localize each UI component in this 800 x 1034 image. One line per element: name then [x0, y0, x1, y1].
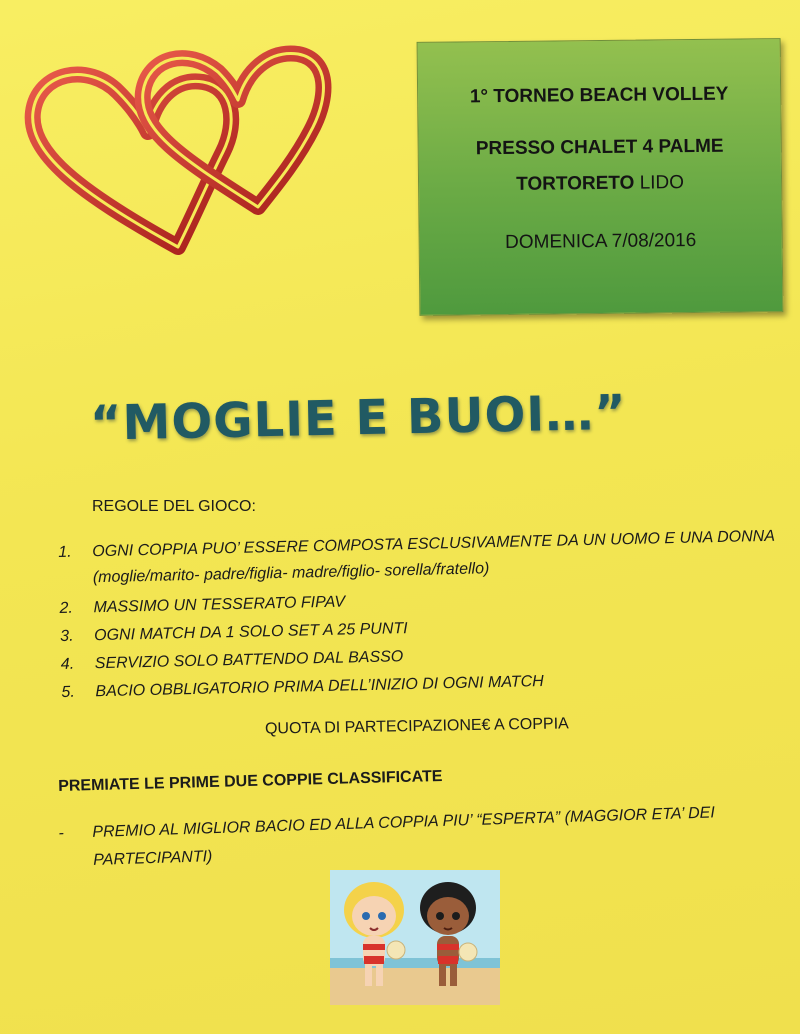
tournament-title: 1° TORNEO BEACH VOLLEY — [469, 83, 729, 108]
prize-heading: PREMIATE LE PRIME DUE COPPIE CLASSIFICATE — [58, 767, 443, 795]
rule-number: 2. — [59, 599, 74, 617]
venue-line: PRESSO CHALET 4 PALME — [475, 135, 724, 160]
location-town: TORTORETO — [516, 172, 635, 195]
rules-list — [58, 524, 782, 706]
participation-fee: QUOTA DI PARTECIPAZIONE€ A COPPIA — [264, 715, 569, 738]
event-date: DOMENICA 7/08/2016 — [504, 229, 697, 253]
rule-number: 1. — [58, 543, 72, 561]
event-info-box — [417, 38, 784, 316]
beach-kids-illustration — [330, 870, 500, 1005]
rule-text: OGNI MATCH DA 1 SOLO SET A 25 PUNTI — [93, 620, 408, 645]
location-suffix: LIDO — [634, 172, 685, 194]
rule-number: 4. — [60, 655, 75, 673]
rule-text: MASSIMO UN TESSERATO FIPAV — [93, 593, 346, 617]
rule-number: 5. — [61, 683, 75, 701]
prize-text: PREMIO AL MIGLIOR BACIO ED ALLA COPPIA PIU’ “ESPERTA” (MAGGIOR ETA’ DEI PARTECIPANTI) — [92, 804, 716, 869]
rule-text: SERVIZIO SOLO BATTENDO DAL BASSO — [94, 648, 404, 673]
rule-number: 3. — [59, 627, 74, 645]
rule-text: BACIO OBBLIGATORIO PRIMA DELL’INIZIO DI OGNI MATCH — [95, 673, 544, 701]
rules-heading: REGOLE DEL GIOCO: — [92, 498, 256, 515]
location-line — [419, 171, 781, 197]
prize-item — [58, 798, 759, 876]
rule-text: OGNI COPPIA PUO’ ESSERE COMPOSTA ESCLUSIVAMENTE DA UN UOMO E UNA DONNA (moglie/marito- padre/figlia- madre/figlio- sorella/fratello) — [92, 527, 775, 587]
list-dash: - — [58, 824, 65, 842]
flyer-title: “MOGLIE E BUOI…” — [89, 384, 628, 452]
interlocked-hearts-icon — [18, 42, 338, 257]
